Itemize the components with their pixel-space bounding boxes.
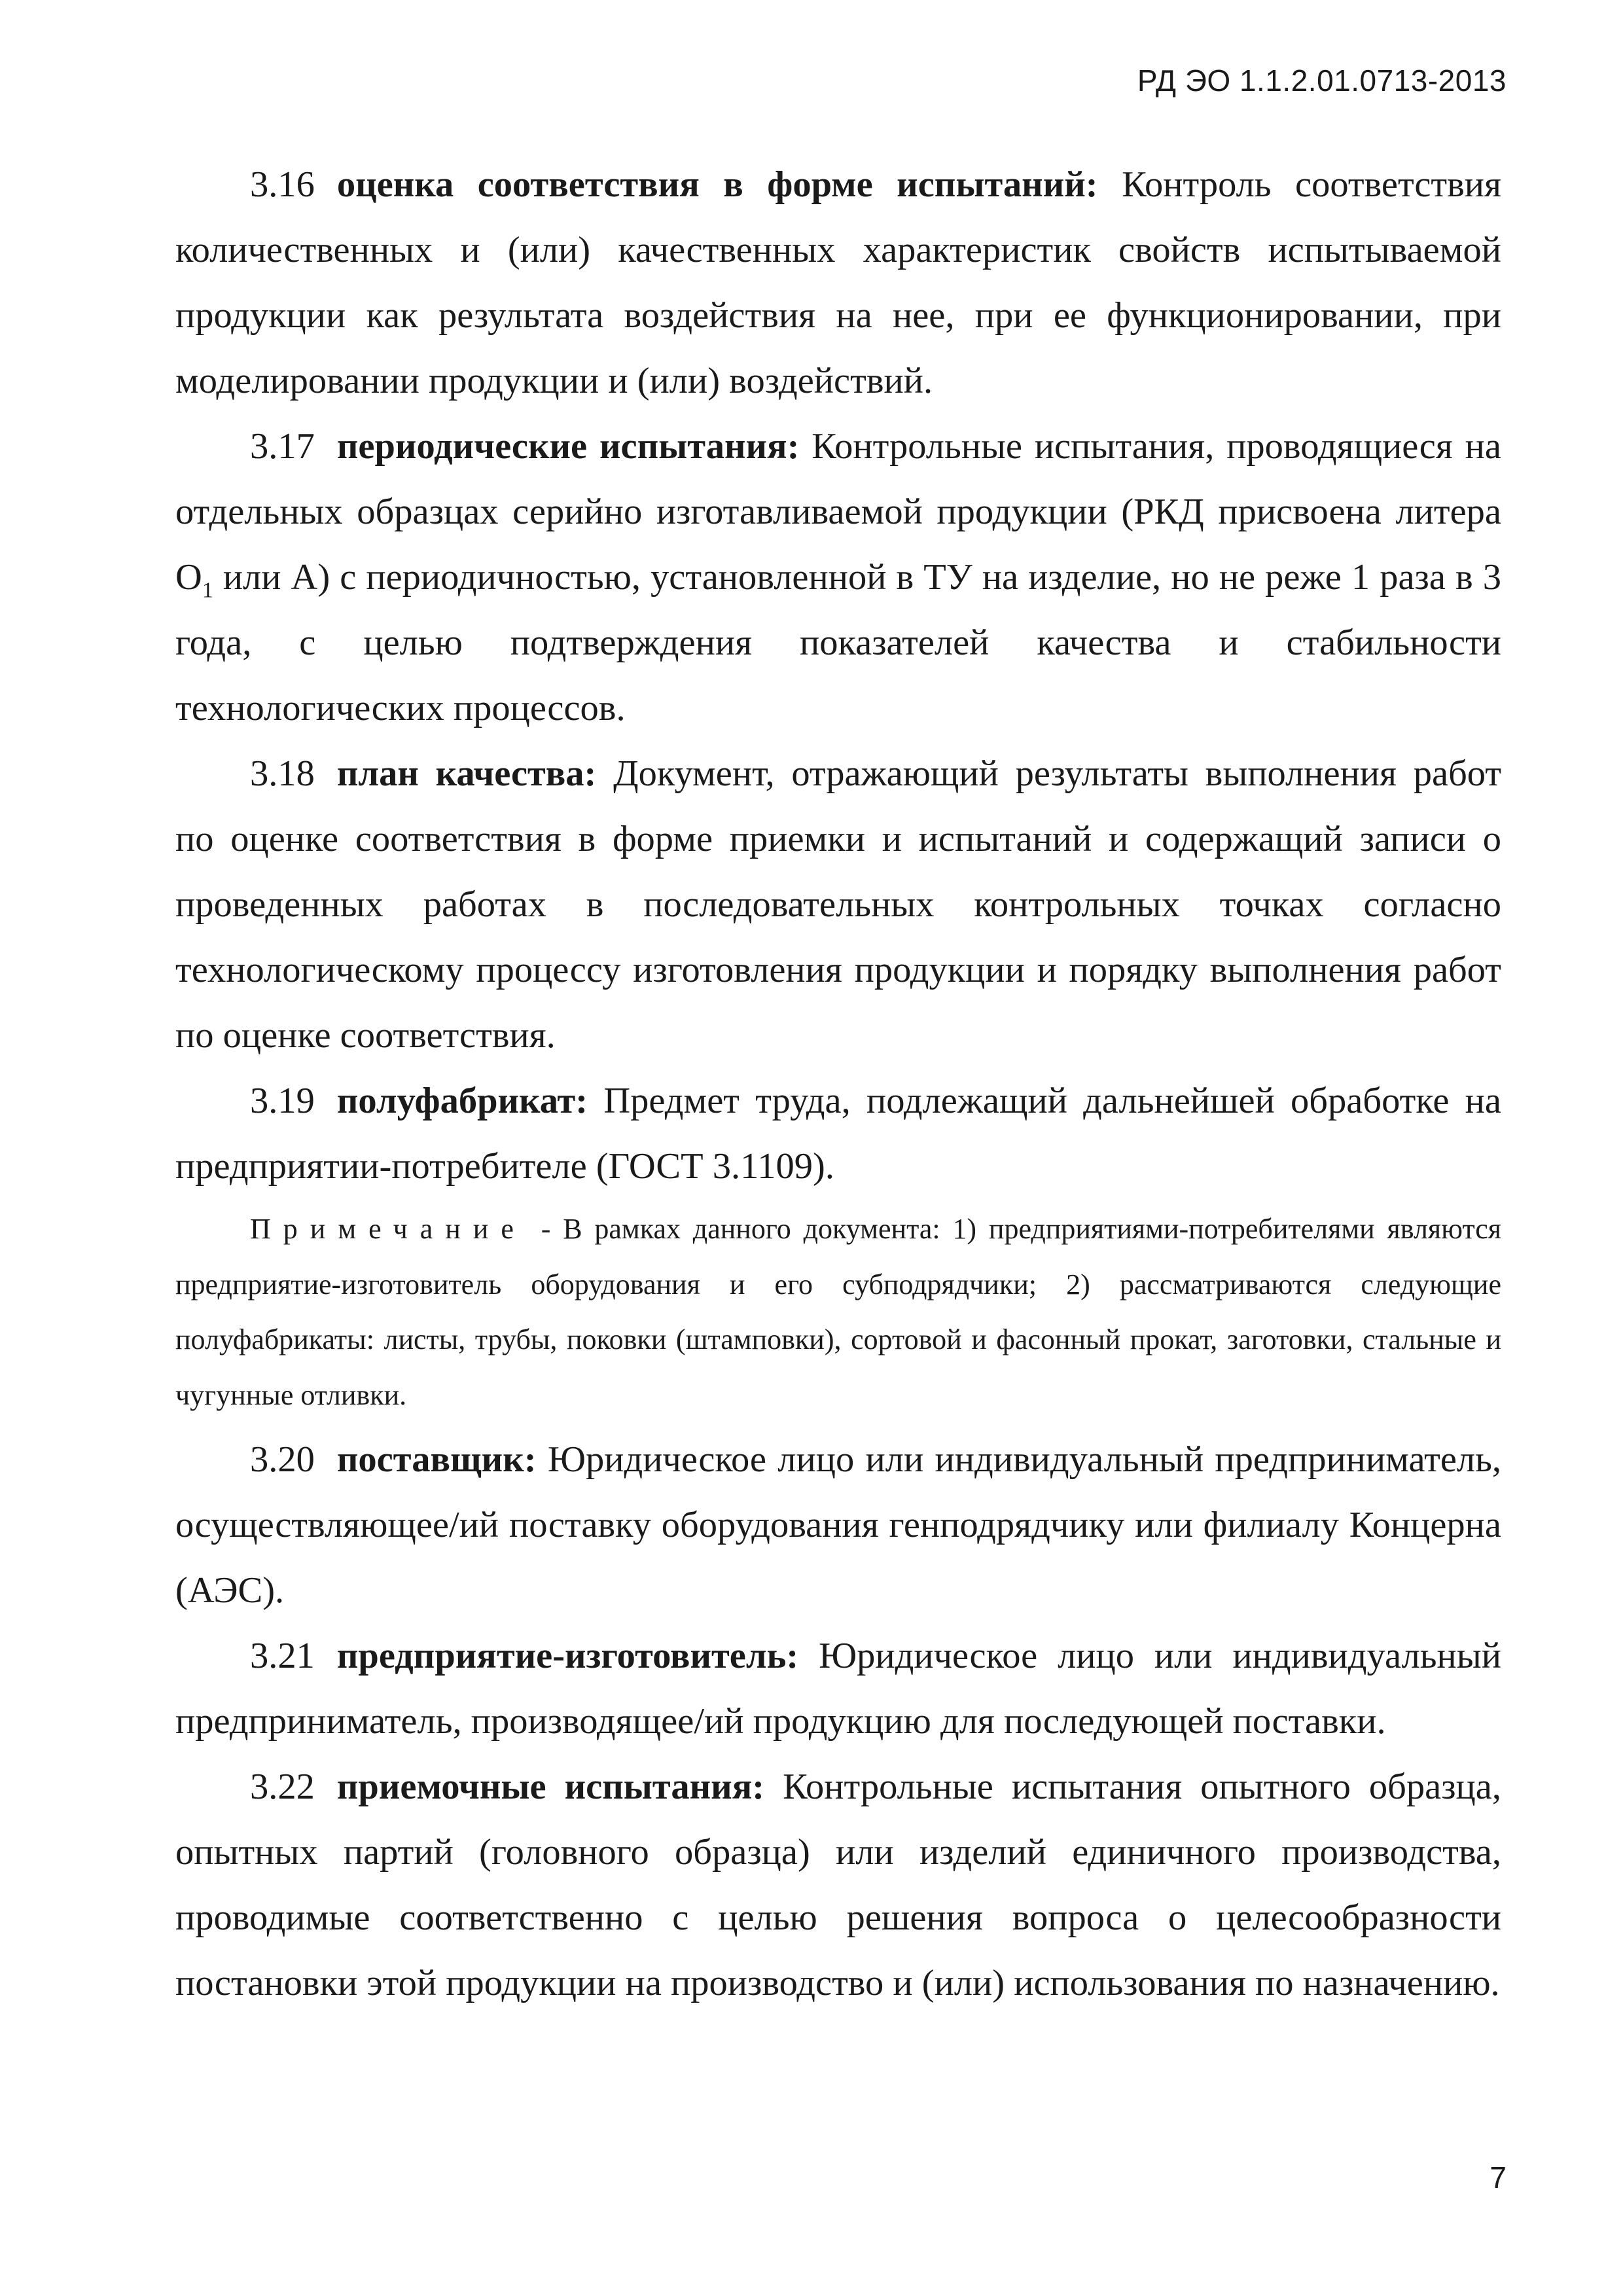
definition-number: 3.16 [250, 164, 315, 205]
definition-number: 3.18 [250, 753, 315, 794]
definition-3-16 [175, 152, 1501, 414]
definition-text: Документ, отражающий результаты выполнения работ по оценке соответствия в форме приемки и испытаний и содержащий записи о проведенных работах в последовательных контрольных точках согласно технологическому процессу изготовления продукции и порядку выполнения работ по оценке соответствия. [175, 753, 1502, 1056]
definition-text: Контрольные испытания опытного образца, опытных партий (головного образца) или изделий единичного производства, проводимые соответственно с целью решения вопроса о целесообразности постановки этой продукции на производство и (или) использования по назначению. [175, 1767, 1501, 2003]
definition-3-17 [175, 414, 1501, 741]
note-text: - В рамках данного документа: 1) предприятиями-потребителями являются предприятие-изготовитель оборудования и его субподрядчики; 2) рассматриваются следующие полуфабрикаты: листы, трубы, поковки (штамповки), сортовой и фасонный прокат, заготовки, стальные и чугунные отливки. [175, 1213, 1501, 1411]
page-number: 7 [1489, 2161, 1507, 2195]
document-body [175, 152, 1501, 2016]
subscript: 1 [202, 578, 213, 603]
definition-term: приемочные испытания: [336, 1767, 765, 1807]
definition-number: 3.19 [250, 1081, 315, 1121]
definition-number: 3.20 [250, 1439, 315, 1480]
definition-term: поставщик: [336, 1439, 537, 1480]
definition-number: 3.22 [250, 1767, 315, 1807]
definition-3-18 [175, 741, 1501, 1068]
definition-term: предприятие-изготовитель: [336, 1636, 799, 1676]
definition-3-21 [175, 1623, 1501, 1754]
definition-text-continued: или А) с периодичностью, установленной в ТУ на изделие, но не реже 1 раза в 3 года, с целью подтверждения показателей качества и стабильности технологических процессов. [175, 557, 1501, 728]
definition-text: Предмет труда, подлежащий дальнейшей обработке на предприятии-потребителе (ГОСТ 3.1109). [175, 1081, 1501, 1187]
definition-3-19 [175, 1068, 1501, 1199]
definition-term: оценка соответствия в форме испытаний: [336, 164, 1098, 205]
definition-term: полуфабрикат: [336, 1081, 588, 1121]
definition-text: Юридическое лицо или индивидуальный предприниматель, производящее/ий продукцию для последующей поставки. [175, 1636, 1501, 1742]
definition-text: Юридическое лицо или индивидуальный предприниматель, осуществляющее/ий поставку оборудования генподрядчику или филиалу Концерна (АЭС). [175, 1439, 1501, 1611]
note-label: Примечание [250, 1213, 526, 1245]
definition-3-20 [175, 1427, 1501, 1623]
note-block [175, 1199, 1501, 1427]
document-code-header: РД ЭО 1.1.2.01.0713-2013 [1137, 63, 1507, 98]
definition-term: план качества: [336, 753, 597, 794]
definition-text: Контроль соответствия количественных и (или) качественных характеристик свойств испытываемой продукции как результата воздействия на нее, при ее функционировании, при моделировании продукции и (или) воздействий. [175, 164, 1501, 401]
definition-3-22 [175, 1754, 1501, 2016]
definition-number: 3.21 [250, 1636, 315, 1676]
definition-term: периодические испытания: [336, 426, 800, 467]
definition-number: 3.17 [250, 426, 315, 467]
definition-text: Контрольные испытания, проводящиеся на отдельных образцах серийно изготавливаемой продукции (РКД присвоена литера О [175, 426, 1501, 598]
